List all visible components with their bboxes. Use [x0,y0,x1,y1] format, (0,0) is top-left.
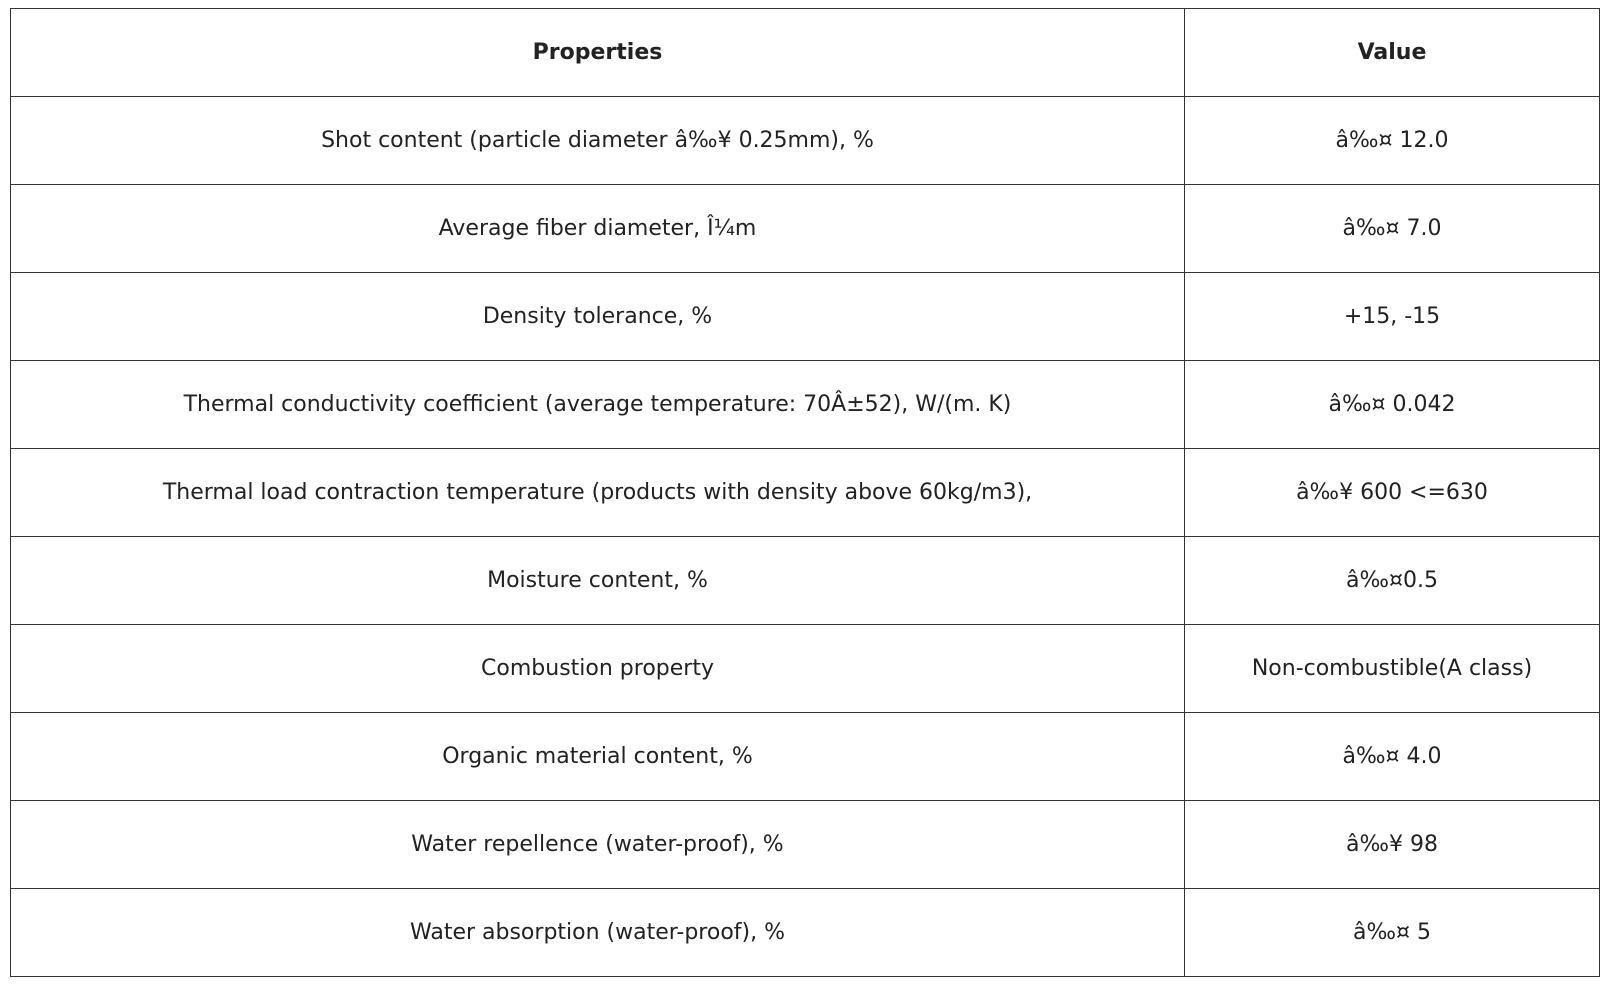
property-cell: Shot content (particle diameter â‰¥ 0.25mm), % [11,97,1185,185]
value-cell: â‰¤ 4.0 [1185,713,1600,801]
value-cell: Non-combustible(A class) [1185,625,1600,713]
property-cell: Thermal load contraction temperature (products with density above 60kg/m3), [11,449,1185,537]
value-cell: â‰¤ 7.0 [1185,185,1600,273]
table-row [11,97,1600,185]
value-cell: â‰¤ 12.0 [1185,97,1600,185]
table-row [11,713,1600,801]
property-cell: Combustion property [11,625,1185,713]
table-row [11,801,1600,889]
table-row [11,625,1600,713]
property-cell: Organic material content, % [11,713,1185,801]
header-value: Value [1185,9,1600,97]
table-row [11,449,1600,537]
value-cell: â‰¤ 0.042 [1185,361,1600,449]
property-cell: Average fiber diameter, Î¼m [11,185,1185,273]
value-cell: â‰¥ 600 <=630 [1185,449,1600,537]
table-row [11,361,1600,449]
property-cell: Thermal conductivity coefficient (average temperature: 70Â±52), W/(m. K) [11,361,1185,449]
value-cell: +15, -15 [1185,273,1600,361]
table-row [11,889,1600,977]
table-header-row [11,9,1600,97]
table-row [11,273,1600,361]
property-cell: Water repellence (water-proof), % [11,801,1185,889]
header-properties: Properties [11,9,1185,97]
value-cell: â‰¤ 5 [1185,889,1600,977]
properties-table [10,8,1600,977]
property-cell: Water absorption (water-proof), % [11,889,1185,977]
table-row [11,185,1600,273]
properties-table-container [10,8,1599,977]
value-cell: â‰¥ 98 [1185,801,1600,889]
table-row [11,537,1600,625]
property-cell: Moisture content, % [11,537,1185,625]
property-cell: Density tolerance, % [11,273,1185,361]
value-cell: â‰¤0.5 [1185,537,1600,625]
